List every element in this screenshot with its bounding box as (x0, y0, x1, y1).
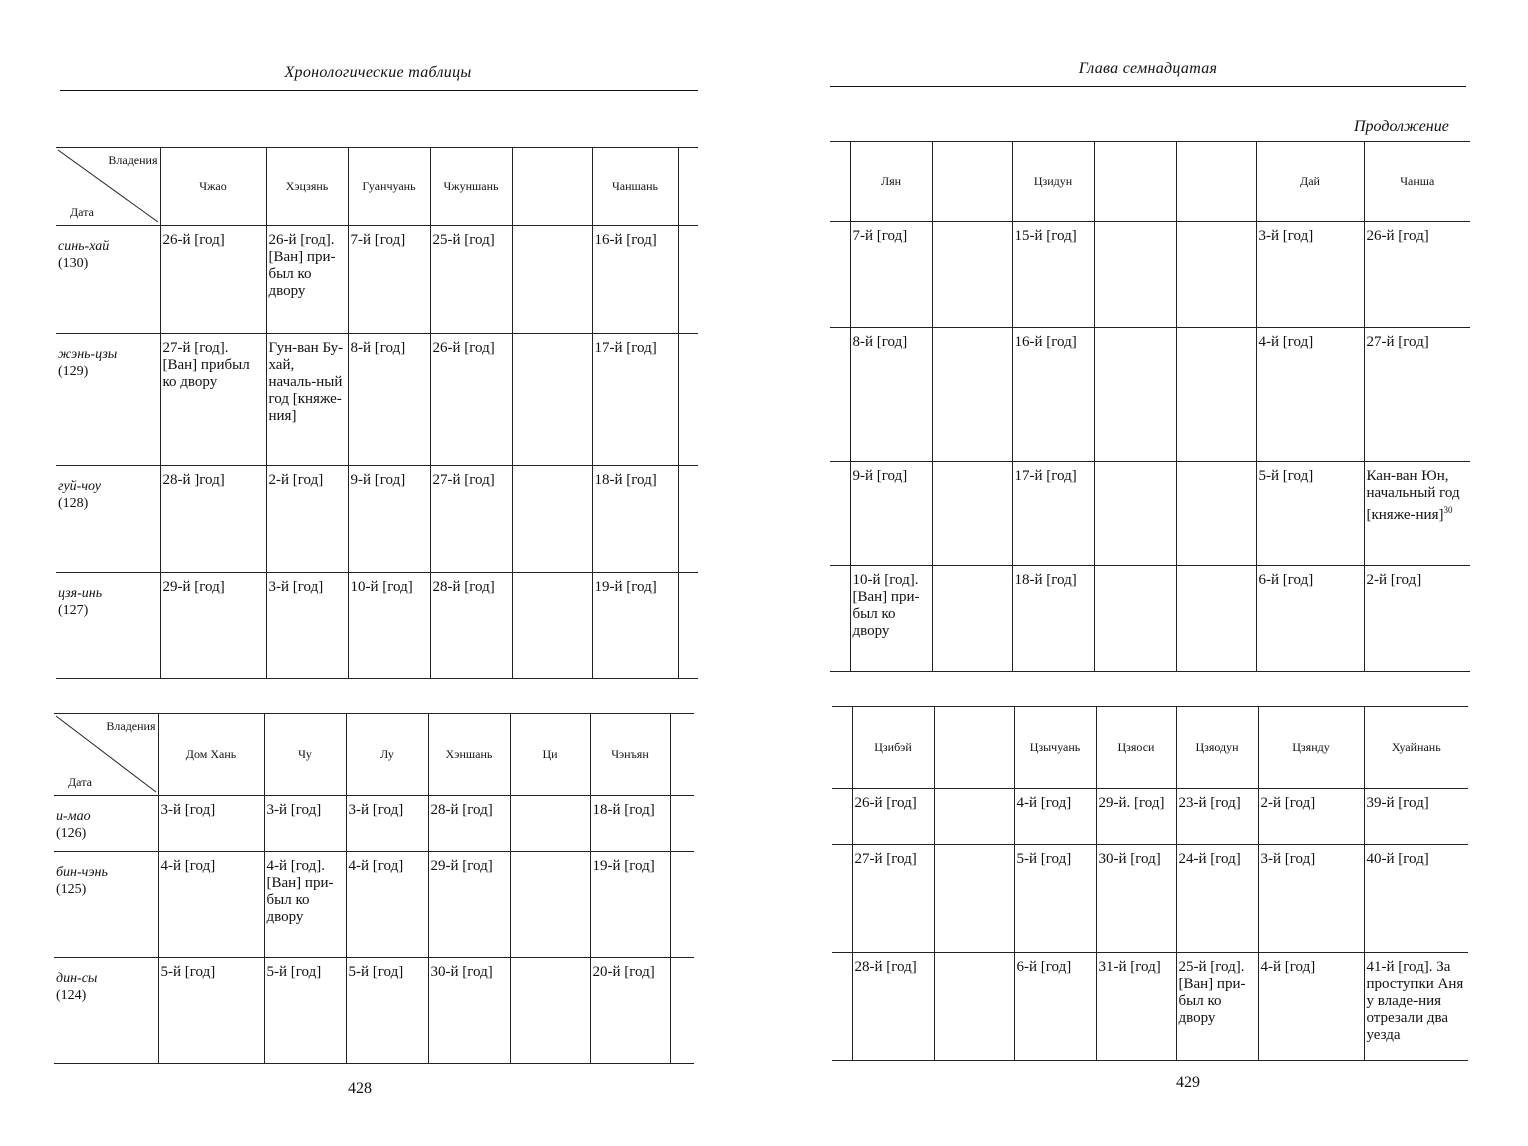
data-cell: 27-й [год] (852, 845, 934, 953)
data-cell: 2-й [год] (266, 466, 348, 573)
data-cell: 3-й [год] (346, 796, 428, 852)
data-cell: 10-й [год]. [Ван] при-был ко двору (850, 566, 932, 672)
data-cell (934, 953, 1014, 1061)
data-cell: 9-й [год] (348, 466, 430, 573)
data-cell: 26-й [год] (1364, 222, 1470, 328)
header-cell: Цзычуань (1014, 707, 1096, 789)
header-cell: Чаншань (592, 148, 678, 226)
header-cell: Чжуншань (430, 148, 512, 226)
data-cell: 26-й [год] (160, 226, 266, 334)
data-cell (510, 796, 590, 852)
data-cell: 3-й [год] (1258, 845, 1364, 953)
left-running-title: Хронологические таблицы (284, 64, 472, 81)
header-cell (512, 148, 592, 226)
data-cell (512, 573, 592, 679)
data-cell: 4-й [год] (346, 852, 428, 958)
edge-cell (830, 566, 850, 672)
header-cell: Хэншань (428, 714, 510, 796)
data-cell: 16-й [год] (1012, 328, 1094, 462)
table-header-row (54, 714, 694, 796)
corner-date-label: Дата (70, 205, 94, 219)
right-table-1 (830, 141, 1470, 672)
data-cell (512, 334, 592, 466)
edge-cell (830, 142, 850, 222)
data-cell: 3-й [год] (158, 796, 264, 852)
data-cell (1094, 222, 1176, 328)
data-cell: 29-й [год] (160, 573, 266, 679)
edge-cell (832, 845, 852, 953)
data-cell: 4-й [год] (1014, 789, 1096, 845)
right-page-number: 429 (1176, 1074, 1200, 1091)
table-row (832, 845, 1468, 953)
corner-cell (56, 148, 160, 226)
data-cell (1176, 462, 1256, 566)
table-row (832, 953, 1468, 1061)
data-cell: 17-й [год] (592, 334, 678, 466)
data-cell: 3-й [год] (266, 573, 348, 679)
data-cell: 28-й [год] (430, 573, 512, 679)
edge-cell (670, 796, 694, 852)
header-cell: Гуанчуань (348, 148, 430, 226)
data-cell: 7-й [год] (850, 222, 932, 328)
header-cell: Цзибэй (852, 707, 934, 789)
header-cell: Дай (1256, 142, 1364, 222)
data-cell: 15-й [год] (1012, 222, 1094, 328)
data-cell: 28-й ]год] (160, 466, 266, 573)
corner-owner-label: Владения (108, 153, 158, 167)
header-cell: Чу (264, 714, 346, 796)
data-cell: 5-й [год] (1014, 845, 1096, 953)
header-cell (1094, 142, 1176, 222)
header-cell: Чжао (160, 148, 266, 226)
data-cell: 27-й [год]. [Ван] прибыл ко двору (160, 334, 266, 466)
left-page-number: 428 (348, 1080, 372, 1097)
header-cell (1176, 142, 1256, 222)
header-cell: Цзяоси (1096, 707, 1176, 789)
data-cell: 30-й [год] (1096, 845, 1176, 953)
data-cell: 5-й [год] (1256, 462, 1364, 566)
data-cell: 4-й [год] (158, 852, 264, 958)
table-row (54, 796, 694, 852)
data-cell: 8-й [год] (850, 328, 932, 462)
data-cell (932, 222, 1012, 328)
data-cell: 28-й [год] (852, 953, 934, 1061)
right-page (764, 0, 1528, 1146)
header-cell: Цзидун (1012, 142, 1094, 222)
edge-cell (830, 462, 850, 566)
data-cell: 17-й [год] (1012, 462, 1094, 566)
table-header-row (830, 142, 1470, 222)
data-cell: 6-й [год] (1256, 566, 1364, 672)
data-cell: 2-й [год] (1364, 566, 1470, 672)
data-cell: 9-й [год] (850, 462, 932, 566)
edge-cell (678, 466, 698, 573)
data-cell (1094, 328, 1176, 462)
data-cell: 29-й. [год] (1096, 789, 1176, 845)
edge-cell (678, 148, 698, 226)
right-header-rule (830, 86, 1466, 87)
table-row (56, 573, 698, 679)
data-cell: 28-й [год] (428, 796, 510, 852)
left-table-1 (56, 147, 698, 679)
data-cell (932, 566, 1012, 672)
data-cell: Гун-ван Бу-хай, началь-ный год [княже-ния] (266, 334, 348, 466)
date-cell: гуй-чоу (128) (58, 479, 101, 511)
data-cell: 29-й [год] (428, 852, 510, 958)
table-row (830, 328, 1470, 462)
data-cell: 4-й [год] (1256, 328, 1364, 462)
data-cell: 27-й [год] (430, 466, 512, 573)
table-row (830, 462, 1470, 566)
data-cell: 26-й [год] (430, 334, 512, 466)
data-cell (934, 845, 1014, 953)
footnote-mark: 30 (1443, 505, 1453, 515)
data-cell: 5-й [год] (264, 958, 346, 1064)
data-cell: 27-й [год] (1364, 328, 1470, 462)
data-cell (1176, 328, 1256, 462)
data-cell (1176, 566, 1256, 672)
data-cell: 41-й [год]. За проступки Аня у владе-ния отрезали два уезда (1364, 953, 1468, 1061)
edge-cell (830, 222, 850, 328)
edge-cell (832, 789, 852, 845)
data-cell: 2-й [год] (1258, 789, 1364, 845)
data-cell: 3-й [год] (264, 796, 346, 852)
data-cell (510, 852, 590, 958)
right-running-title: Глава семнадцатая (1078, 60, 1218, 77)
corner-cell (54, 714, 158, 796)
header-cell: Цзянду (1258, 707, 1364, 789)
data-cell: 30-й [год] (428, 958, 510, 1064)
data-cell: 8-й [год] (348, 334, 430, 466)
edge-cell (670, 714, 694, 796)
left-header-rule (60, 90, 698, 91)
date-cell: жэнь-цзы (129) (58, 347, 118, 379)
data-cell (932, 462, 1012, 566)
edge-cell (832, 707, 852, 789)
data-cell (932, 328, 1012, 462)
data-cell: 39-й [год] (1364, 789, 1468, 845)
data-cell (512, 226, 592, 334)
edge-cell (678, 334, 698, 466)
data-cell: 18-й [год] (592, 466, 678, 573)
data-cell: 19-й [год] (592, 573, 678, 679)
data-cell (510, 958, 590, 1064)
data-cell (1094, 566, 1176, 672)
data-cell: 5-й [год] (346, 958, 428, 1064)
header-cell: Хуайнань (1364, 707, 1468, 789)
data-cell (934, 789, 1014, 845)
table-row (832, 789, 1468, 845)
data-cell: 25-й [год] (430, 226, 512, 334)
date-cell: и-мао (126) (56, 809, 91, 841)
data-cell: 23-й [год] (1176, 789, 1258, 845)
edge-cell (670, 958, 694, 1064)
table-row (56, 334, 698, 466)
edge-cell (670, 852, 694, 958)
header-cell: Дом Хань (158, 714, 264, 796)
data-cell: 26-й [год]. [Ван] при-был ко двору (266, 226, 348, 334)
edge-cell (832, 953, 852, 1061)
data-cell: 26-й [год] (852, 789, 934, 845)
data-cell (1176, 222, 1256, 328)
data-cell: 25-й [год]. [Ван] при-был ко двору (1176, 953, 1258, 1061)
data-cell: 18-й [год] (1012, 566, 1094, 672)
date-cell: синь-хай (130) (58, 239, 110, 271)
data-cell (1094, 462, 1176, 566)
header-cell: Ци (510, 714, 590, 796)
date-cell: дин-сы (124) (56, 971, 98, 1003)
data-cell: 4-й [год]. [Ван] при-был ко двору (264, 852, 346, 958)
data-cell: 40-й [год] (1364, 845, 1468, 953)
edge-cell (678, 573, 698, 679)
date-cell: бин-чэнь (125) (56, 865, 108, 897)
header-cell: Цзяодун (1176, 707, 1258, 789)
data-cell: 10-й [год] (348, 573, 430, 679)
header-cell: Лу (346, 714, 428, 796)
header-cell (932, 142, 1012, 222)
data-cell: 16-й [год] (592, 226, 678, 334)
data-cell: 6-й [год] (1014, 953, 1096, 1061)
table-row (56, 226, 698, 334)
right-table-2 (832, 706, 1468, 1061)
data-cell: 19-й [год] (590, 852, 670, 958)
header-cell (934, 707, 1014, 789)
header-cell: Лян (850, 142, 932, 222)
data-cell: 5-й [год] (158, 958, 264, 1064)
data-cell: 24-й [год] (1176, 845, 1258, 953)
corner-date-label: Дата (68, 775, 92, 789)
table-row (54, 852, 694, 958)
continuation-label: Продолжение (1354, 118, 1449, 135)
table-row (56, 466, 698, 573)
data-cell: 7-й [год] (348, 226, 430, 334)
table-row (54, 958, 694, 1064)
data-cell: 20-й [год] (590, 958, 670, 1064)
data-cell: 3-й [год] (1256, 222, 1364, 328)
edge-cell (678, 226, 698, 334)
data-cell: Кан-ван Юн, начальный год [княже-ния]$^{30}$ (1364, 462, 1470, 566)
table-row (830, 566, 1470, 672)
data-cell: 31-й [год] (1096, 953, 1176, 1061)
data-cell (512, 466, 592, 573)
table-row (830, 222, 1470, 328)
left-table-2 (54, 713, 694, 1064)
edge-cell (830, 328, 850, 462)
table-header-row (56, 148, 698, 226)
data-cell: 18-й [год] (590, 796, 670, 852)
header-cell: Чанша (1364, 142, 1470, 222)
data-cell: 4-й [год] (1258, 953, 1364, 1061)
header-cell: Хэцзянь (266, 148, 348, 226)
header-cell: Чэнъян (590, 714, 670, 796)
date-cell: цзя-инь (127) (58, 586, 103, 618)
table-header-row (832, 707, 1468, 789)
corner-owner-label: Владения (106, 719, 156, 733)
